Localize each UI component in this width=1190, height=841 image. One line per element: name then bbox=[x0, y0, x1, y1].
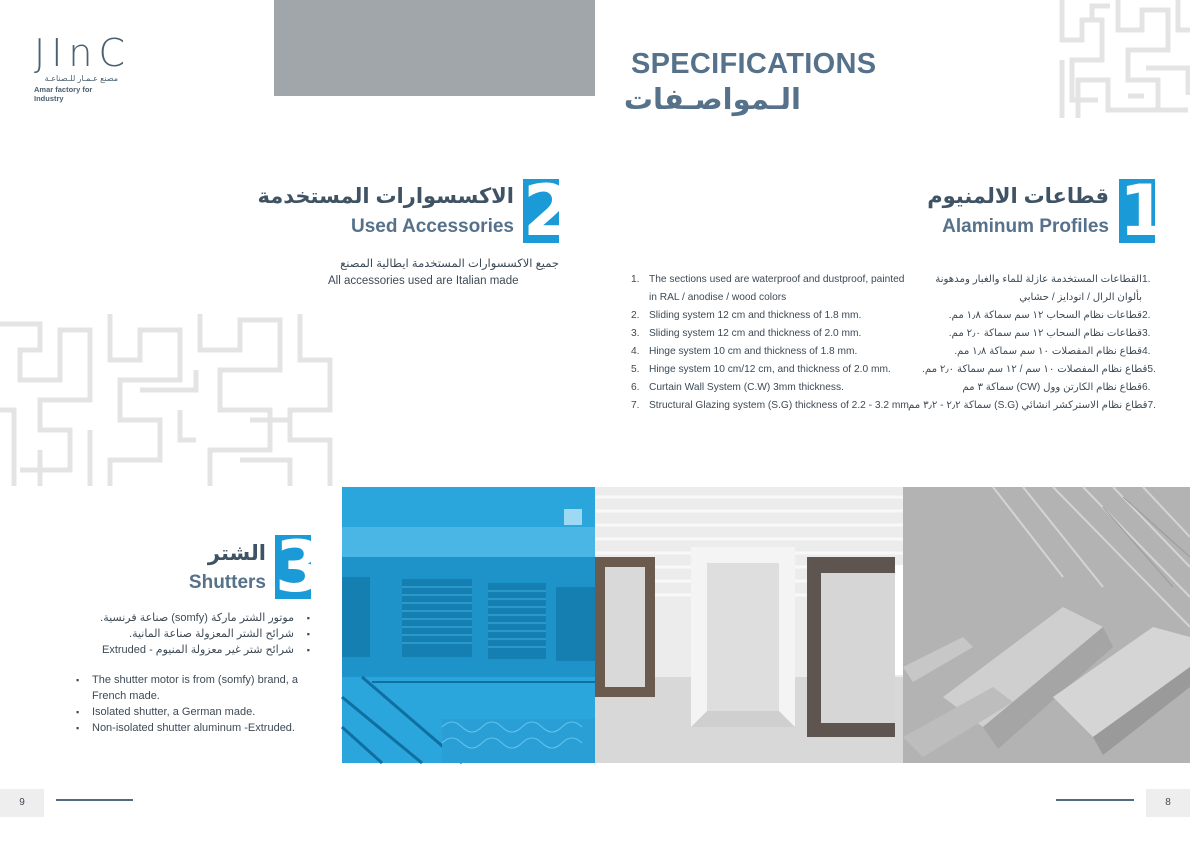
list-item: ▪ Isolated shutter, a German made. bbox=[76, 706, 256, 718]
accessories-text-english: All accessories used are Italian made bbox=[328, 275, 519, 287]
page-title-english: SPECIFICATIONS bbox=[631, 48, 877, 80]
profiles-heading-english: Alaminum Profiles bbox=[942, 216, 1109, 237]
section-number-3: 3 bbox=[275, 526, 324, 608]
list-item: ▪ Non-isolated shutter aluminum -Extruded. bbox=[76, 722, 295, 734]
footer-rule-right bbox=[1056, 799, 1134, 801]
page-number-left: 9 bbox=[0, 789, 44, 817]
list-item: .6 قطاع نظام الكارتن وول (CW) سماكة ٣ مم bbox=[962, 382, 1151, 393]
accessories-heading-arabic: الاكسسوارات المستخدمة bbox=[257, 185, 514, 208]
list-item: .4 قطاع نظام المفصلات ١٠ سم سماكة ١٫٨ مم. bbox=[954, 346, 1151, 357]
maze-pattern-top-right bbox=[1058, 0, 1190, 118]
list-item: 3. Sliding system 12 cm and thickness of 2.0 mm. bbox=[631, 328, 862, 339]
list-item: .5 قطاع نظام المفصلات ١٠ سم / ١٢ سم سماكة ٢٫٠ مم. bbox=[922, 364, 1156, 375]
list-item: .1 القطاعات المستخدمة عازلة للماء والغبار ومدهونة bbox=[935, 274, 1151, 285]
profiles-list-english bbox=[631, 271, 921, 415]
logo-arabic-name: مصنع عـمـار للـصناعـة bbox=[44, 74, 118, 83]
company-logo bbox=[34, 31, 132, 103]
header-banner bbox=[274, 0, 595, 96]
list-item: .7 قطاع نظام الاستركشر انشائي (S.G) سماكة ٢٫٢ - ٣٫٢ مم bbox=[908, 400, 1156, 411]
list-item: 6. Curtain Wall System (C.W) 3mm thickness. bbox=[631, 382, 844, 393]
list-item: ▪ شرائح شتر غير معزولة المنيوم - Extruded bbox=[101, 644, 310, 656]
shutters-list-english bbox=[76, 672, 316, 736]
shutters-heading-arabic: الشتر bbox=[207, 542, 266, 565]
profiles-heading-arabic: قطاعات الالمنيوم bbox=[927, 185, 1109, 208]
aluminum-profiles-photo bbox=[903, 487, 1190, 763]
shutters-list-arabic bbox=[70, 610, 310, 658]
page-number-right: 8 bbox=[1146, 789, 1190, 817]
list-item: French made. bbox=[92, 690, 160, 702]
list-item: in RAL / anodise / wood colors bbox=[649, 292, 787, 303]
list-item: ▪ The shutter motor is from (somfy) brand, a bbox=[76, 674, 299, 686]
list-item: ▪ موتور الشتر ماركة (somfy) صناعة فرنسية. bbox=[100, 612, 310, 624]
list-item: .2 قطاعات نظام السحاب ١٢ سم سماكة ١٫٨ مم. bbox=[948, 310, 1151, 321]
logo-english-name: Amar factory for Industry bbox=[34, 85, 93, 103]
list-item: 5. Hinge system 10 cm/12 cm, and thickness of 2.0 mm. bbox=[631, 364, 891, 375]
accessories-heading-english: Used Accessories bbox=[350, 216, 514, 237]
profiles-list-arabic bbox=[908, 271, 1156, 415]
list-item: 1. The sections used are waterproof and dustproof, painted bbox=[631, 274, 905, 285]
maze-pattern-left bbox=[0, 310, 334, 488]
list-item: بألوان الرال / انودايز / حشابي bbox=[1019, 292, 1142, 303]
list-item: 2. Sliding system 12 cm and thickness of 1.8 mm. bbox=[631, 310, 862, 321]
section-number-1: 1 bbox=[1119, 170, 1168, 252]
footer-rule-left bbox=[56, 799, 133, 801]
window-frames-photo bbox=[595, 487, 903, 763]
page-title-arabic: الـمواصـفات bbox=[623, 84, 801, 116]
section-number-2: 2 bbox=[523, 170, 572, 252]
list-item: 7. Structural Glazing system (S.G) thickness of 2.2 - 3.2 mm. bbox=[631, 400, 912, 411]
building-shutters-photo bbox=[342, 487, 595, 763]
shutters-heading-english: Shutters bbox=[188, 572, 266, 593]
list-item: ▪ شرائح الشتر المعزولة صناعة المانية. bbox=[129, 628, 310, 640]
list-item: 4. Hinge system 10 cm and thickness of 1.8 mm. bbox=[631, 346, 858, 357]
logo-mark: JInC bbox=[34, 31, 132, 75]
list-item: .3 قطاعات نظام السحاب ١٢ سم سماكة ٢٫٠ مم. bbox=[948, 328, 1151, 339]
accessories-text-arabic: جميع الاكسسوارات المستخدمة ايطالية المصنع bbox=[340, 258, 559, 270]
